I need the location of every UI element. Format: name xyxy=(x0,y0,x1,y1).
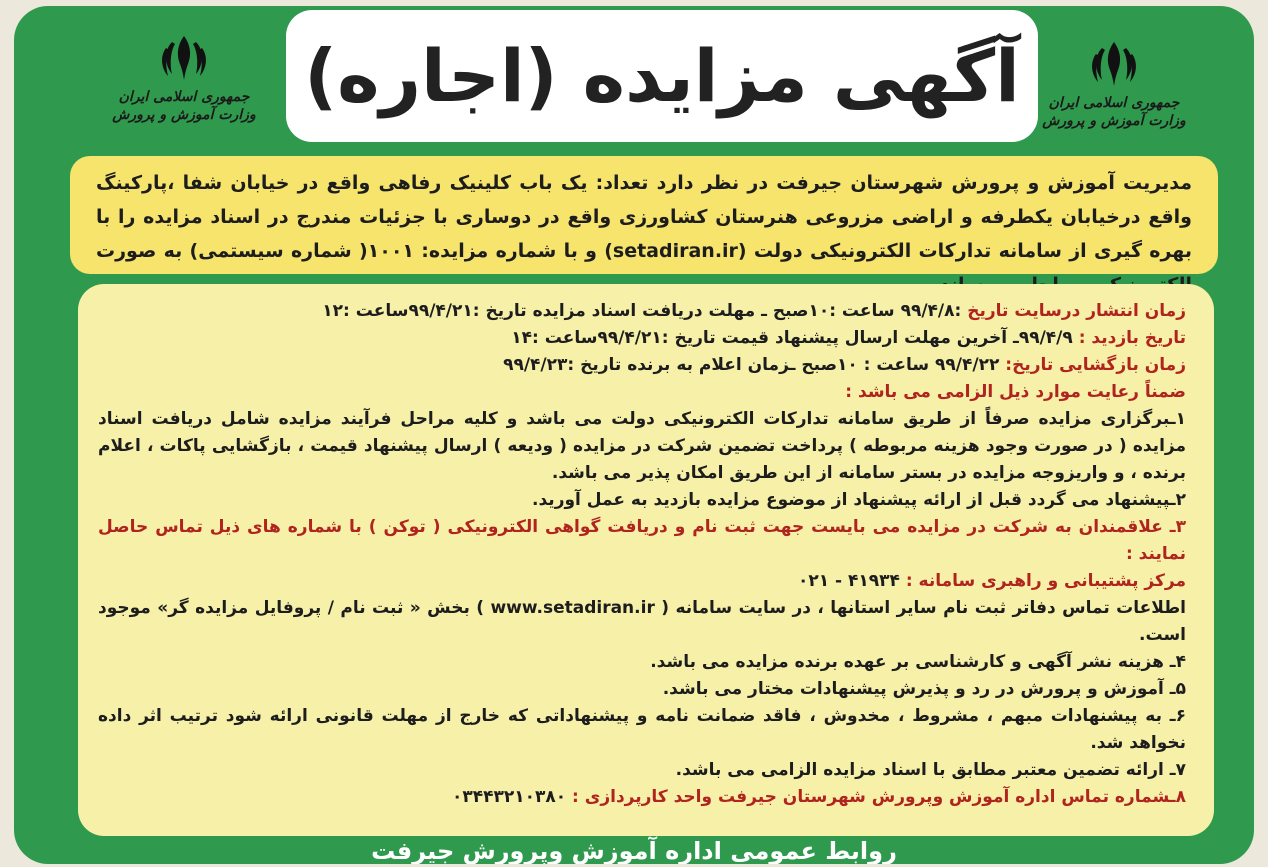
notice-frame xyxy=(14,6,1254,864)
emblem-line-ministry: وزارت آموزش و پرورش xyxy=(112,107,256,123)
intro-paragraph: مدیریت آموزش و پرورش شهرستان جیرفت در نظر دارد تعداد: یک باب کلینیک رفاهی واقع در خیابان شفا ،پارکینگ واقع درخیابان یکطرفه و اراضی مزروعی هنرستان کشاورزی واقع در دوساری با جزئیات مندرج در اسناد مزایده را با بهره گیری از سامانه تدارکات الکترونیکی دولت (setadiran.ir) و با شماره مزایده: ۱۰۰۱( شماره سیستمی) به صورت xyxy=(70,156,1218,274)
condition-item-5: ۵ـ آموزش و پرورش در رد و پذیرش پیشنهادات مختار می باشد. xyxy=(662,679,1186,699)
publish-label: زمان انتشار درسایت تاریخ xyxy=(967,301,1186,321)
left-emblem xyxy=(84,30,284,124)
condition-item-7: ۷ـ ارائه تضمین معتبر مطابق با اسناد مزایده الزامی می باشد. xyxy=(675,760,1186,780)
opening-label: زمان بازگشایی تاریخ: xyxy=(1005,355,1186,375)
condition-item-1: ۱ـبرگزاری مزایده صرفاً از طریق سامانه تدارکات الکترونیکی دولت می باشد و کلیه مراحل فرآیند مزایده شامل دریافت اسناد مزایده ( در صورت وجود هزینه مربوطه ) پرداخت تضمین شرکت در مزایده ( ودیعه ) ارسال پیشنهاد قیمت ، بازگشایی پاکات ، اعلام برنده ، و واریزوجه مزایده در بستر سامانه از این طریق امکان پذیر می باشد. xyxy=(98,409,1186,483)
condition-item-2: ۲ـپیشنهاد می گردد قبل از ارائه پیشنهاد از موضوع مزایده بازدید به عمل آورید. xyxy=(532,490,1186,510)
condition-item-6: ۶ـ به پیشنهادات مبهم ، مشروط ، مخدوش ، فاقد ضمانت نامه و پیشنهاداتی که خارج از مهلت قانونی ارائه شود ترتیب اثر داده نخواهد شد. xyxy=(98,706,1186,753)
condition-item-3: ۳ـ علاقمندان به شرکت در مزایده می بایست جهت ثبت نام و دریافت گواهی الکترونیکی ( توکن ) با شماره های ذیل تماس حاصل نمایند : xyxy=(98,517,1186,564)
footer-public-relations: روابط عمومی اداره آموزش وپرورش جیرفت xyxy=(371,837,897,864)
emblem-line-ministry: وزارت آموزش و پرورش xyxy=(1042,113,1186,129)
visit-value: ۹۹/۴/۹ـ آخرین مهلت ارسال پیشنهاد قیمت تاریخ :۹۹/۴/۲۱ساعت :۱۴ xyxy=(511,328,1073,348)
contact-phone-label: ۸ـشماره تماس اداره آموزش وپرورش شهرستان جیرفت واحد کارپردازی : xyxy=(572,787,1186,807)
iran-emblem-icon xyxy=(1086,36,1142,92)
contact-info: اطلاعات تماس دفاتر ثبت نام سایر استانها ، در سایت سامانه ( www.setadiran.ir ) بخش « ثبت نام / پروفایل مزایده گر» موجود است. xyxy=(98,598,1186,645)
visit-label: تاریخ بازدید : xyxy=(1078,328,1186,348)
condition-item-4: ۴ـ هزینه نشر آگهی و کارشناسی بر عهده برنده مزایده می باشد. xyxy=(650,652,1186,672)
title-box xyxy=(286,10,1038,142)
conditions-box xyxy=(78,284,1214,836)
support-value: ۴۱۹۳۴ - ۰۲۱ xyxy=(797,571,900,591)
opening-value: ۹۹/۴/۲۲ ساعت : ۱۰صبح ـزمان اعلام به برنده تاریخ :۹۹/۴/۲۳ xyxy=(503,355,1000,375)
support-label: مرکز پشتیبانی و راهبری سامانه : xyxy=(905,571,1186,591)
page-title: آگهی مزایده (اجاره) xyxy=(304,34,1020,118)
schedule-opening xyxy=(98,352,1186,379)
iran-emblem-icon xyxy=(156,30,212,86)
schedule-publish xyxy=(98,298,1186,325)
conditions-heading: ضمناً رعایت موارد ذیل الزامی می باشد : xyxy=(845,382,1186,402)
support-center xyxy=(98,568,1186,595)
schedule-visit xyxy=(98,325,1186,352)
publish-value: :۹۹/۴/۸ ساعت :۱۰صبح ـ مهلت دریافت اسناد مزایده تاریخ :۹۹/۴/۲۱ساعت :۱۲ xyxy=(322,301,962,321)
right-emblem xyxy=(1014,36,1214,130)
condition-item-8 xyxy=(98,784,1186,811)
contact-phone-value: ۰۳۴۴۳۲۱۰۳۸۰ xyxy=(451,787,567,807)
emblem-line-republic: جمهوری اسلامی ایران xyxy=(118,89,250,105)
emblem-line-republic: جمهوری اسلامی ایران xyxy=(1048,95,1180,111)
